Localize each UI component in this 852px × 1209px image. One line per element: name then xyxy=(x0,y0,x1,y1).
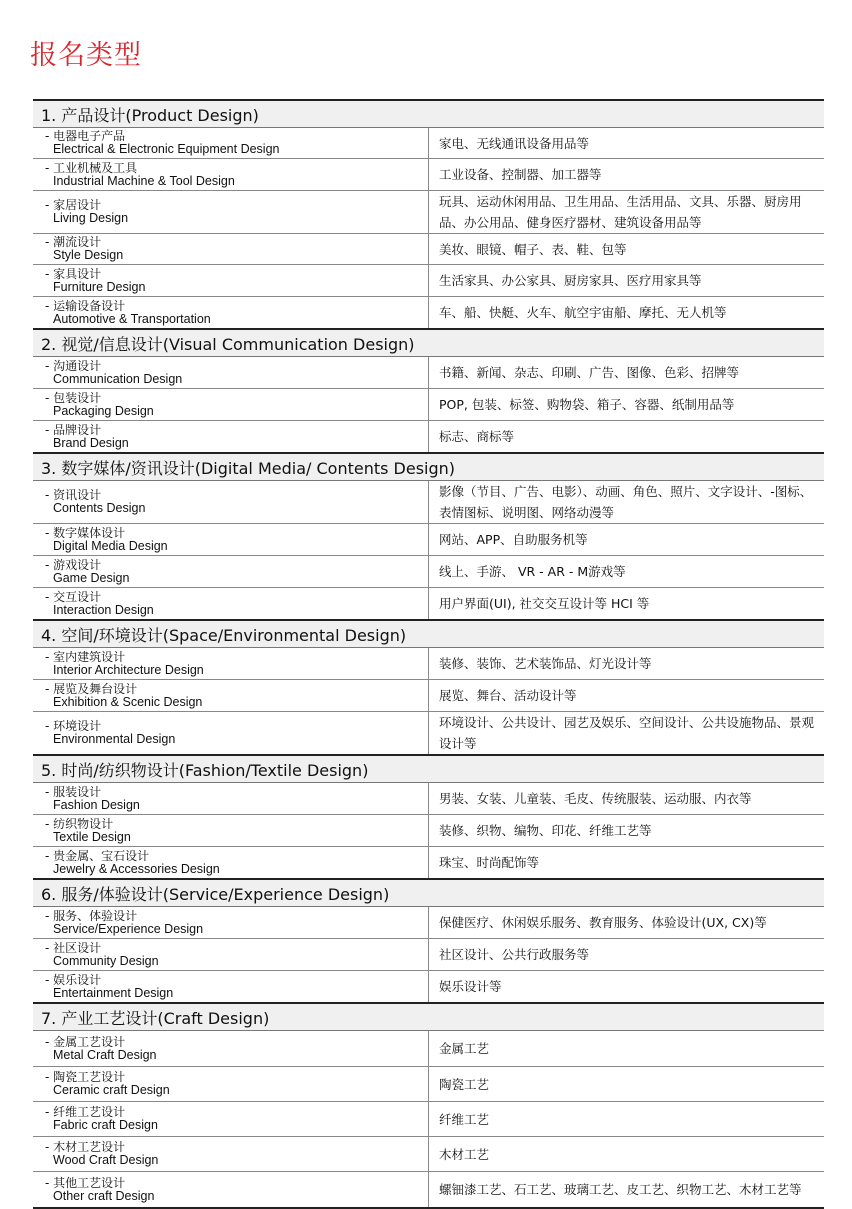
category-name-cn: - 木材工艺设计 xyxy=(45,1140,126,1154)
category-name-cn: - 服装设计 xyxy=(45,784,102,799)
category-name-cn: - 室内建筑设计 xyxy=(45,649,126,664)
category-name-cn: - 纺织物设计 xyxy=(45,816,114,831)
category-description: 车、船、快艇、火车、航空宇宙船、摩托、无人机等 xyxy=(429,297,825,330)
category-name-en: Communication Design xyxy=(53,371,183,386)
category-name-en: Industrial Machine & Tool Design xyxy=(53,173,235,188)
category-name-cn: - 贵金属、宝石设计 xyxy=(45,848,150,863)
table-row xyxy=(33,939,824,971)
category-name-cell xyxy=(33,524,429,556)
category-name-en: Electrical & Electronic Equipment Design xyxy=(53,142,280,156)
section-heading: 1. 产品设计(Product Design) xyxy=(33,100,824,128)
category-name-en: Furniture Design xyxy=(53,279,146,294)
category-description: 装修、装饰、艺术装饰品、灯光设计等 xyxy=(429,648,825,680)
category-description: 螺钿漆工艺、石工艺、玻璃工艺、皮工艺、织物工艺、木材工艺等 xyxy=(429,1172,825,1209)
category-name-cell xyxy=(33,421,429,454)
category-description: 用户界面(UI), 社交交互设计等 HCI 等 xyxy=(429,588,825,621)
table-row xyxy=(33,389,824,421)
table-row xyxy=(33,556,824,588)
table-row xyxy=(33,712,824,756)
category-name-en: Entertainment Design xyxy=(53,985,174,1000)
category-table xyxy=(33,99,824,1209)
category-name-cell xyxy=(33,556,429,588)
category-name-cell xyxy=(33,128,429,159)
category-description: 金属工艺 xyxy=(429,1031,825,1067)
category-name-en: Automotive & Transportation xyxy=(53,311,211,326)
category-name-cn: - 其他工艺设计 xyxy=(45,1175,126,1190)
category-name-cell xyxy=(33,783,429,815)
category-description: 珠宝、时尚配饰等 xyxy=(429,847,825,880)
section-heading-row xyxy=(33,1003,824,1031)
category-name-cell xyxy=(33,357,429,389)
table-row xyxy=(33,357,824,389)
category-name-cn: - 娱乐设计 xyxy=(45,972,102,987)
category-name-cell xyxy=(33,680,429,712)
category-name-en: Environmental Design xyxy=(53,732,176,746)
category-name-cell xyxy=(33,712,429,756)
category-name-cn: - 展览及舞台设计 xyxy=(45,681,138,696)
category-name-en: Community Design xyxy=(53,953,159,968)
category-name-en: Service/Experience Design xyxy=(53,921,204,936)
category-description: 装修、织物、编物、印花、纤维工艺等 xyxy=(429,815,825,847)
category-name-en: Metal Craft Design xyxy=(53,1047,157,1062)
table-row xyxy=(33,234,824,265)
category-name-cell xyxy=(33,588,429,621)
category-name-cell xyxy=(33,1172,429,1209)
category-description: 家电、无线通讯设备用品等 xyxy=(429,128,825,159)
category-name-cn: - 潮流设计 xyxy=(45,235,102,249)
table-row xyxy=(33,297,824,330)
section-heading-row xyxy=(33,453,824,481)
category-name-cell xyxy=(33,1137,429,1172)
section-heading-row xyxy=(33,879,824,907)
category-name-en: Packaging Design xyxy=(53,403,154,418)
category-description: 环境设计、公共设计、园艺及娱乐、空间设计、公共设施物品、景观设计等 xyxy=(429,712,825,756)
table-row xyxy=(33,971,824,1004)
section-heading: 3. 数字媒体/资讯设计(Digital Media/ Contents Design) xyxy=(33,453,824,481)
category-name-cn: - 家具设计 xyxy=(45,266,102,281)
table-row xyxy=(33,680,824,712)
category-name-cell xyxy=(33,1031,429,1067)
category-name-cn: - 运输设备设计 xyxy=(45,298,126,313)
table-row xyxy=(33,421,824,454)
table-row xyxy=(33,159,824,191)
category-name-cn: - 陶瓷工艺设计 xyxy=(45,1070,126,1084)
category-description: 木材工艺 xyxy=(429,1137,825,1172)
category-name-cn: - 数字媒体设计 xyxy=(45,525,126,540)
category-name-cell xyxy=(33,191,429,234)
table-row xyxy=(33,1031,824,1067)
category-name-en: Other craft Design xyxy=(53,1188,155,1203)
category-name-cell xyxy=(33,847,429,880)
category-name-cn: - 品牌设计 xyxy=(45,422,102,437)
category-description: 娱乐设计等 xyxy=(429,971,825,1004)
category-name-cell xyxy=(33,971,429,1004)
table-row xyxy=(33,481,824,524)
category-name-en: Brand Design xyxy=(53,435,129,450)
category-description: 纤维工艺 xyxy=(429,1102,825,1137)
category-name-cell xyxy=(33,939,429,971)
category-name-en: Style Design xyxy=(53,248,124,262)
category-name-en: Contents Design xyxy=(53,501,146,515)
category-name-en: Digital Media Design xyxy=(53,538,168,553)
table-row xyxy=(33,524,824,556)
section-heading: 2. 视觉/信息设计(Visual Communication Design) xyxy=(33,329,824,357)
section-heading: 5. 时尚/纺织物设计(Fashion/Textile Design) xyxy=(33,755,824,783)
category-name-cell xyxy=(33,481,429,524)
category-name-en: Fashion Design xyxy=(53,797,140,812)
category-description: 影像（节目、广告、电影）、动画、角色、照片、文字设计、-图标、表情图标、说明图、网络动漫等 xyxy=(429,481,825,524)
category-name-cell xyxy=(33,907,429,939)
category-name-en: Wood Craft Design xyxy=(53,1153,159,1167)
category-name-cell xyxy=(33,234,429,265)
category-name-en: Ceramic craft Design xyxy=(53,1083,170,1097)
category-description: 工业设备、控制器、加工器等 xyxy=(429,159,825,191)
table-row xyxy=(33,265,824,297)
category-name-cn: - 电器电子产品 xyxy=(45,129,126,143)
section-heading-row xyxy=(33,620,824,648)
category-name-cell xyxy=(33,389,429,421)
category-name-cn: - 纤维工艺设计 xyxy=(45,1105,126,1119)
category-name-en: Living Design xyxy=(53,211,129,225)
category-description: POP, 包装、标签、购物袋、箱子、容器、纸制用品等 xyxy=(429,389,825,421)
category-description: 展览、舞台、活动设计等 xyxy=(429,680,825,712)
section-heading: 7. 产业工艺设计(Craft Design) xyxy=(33,1003,824,1031)
category-description: 标志、商标等 xyxy=(429,421,825,454)
category-name-cell xyxy=(33,815,429,847)
category-name-cn: - 社区设计 xyxy=(45,940,102,955)
category-name-en: Game Design xyxy=(53,570,130,585)
category-name-cn: - 包装设计 xyxy=(45,390,102,405)
table-row xyxy=(33,847,824,880)
table-row xyxy=(33,128,824,159)
category-name-cn: - 服务、体验设计 xyxy=(45,908,138,923)
table-row xyxy=(33,815,824,847)
category-description: 线上、手游、 VR - AR - M游戏等 xyxy=(429,556,825,588)
table-row xyxy=(33,648,824,680)
category-description: 陶瓷工艺 xyxy=(429,1067,825,1102)
category-name-cn: - 沟通设计 xyxy=(45,358,102,373)
table-row xyxy=(33,588,824,621)
category-description: 生活家具、办公家具、厨房家具、医疗用家具等 xyxy=(429,265,825,297)
table-row xyxy=(33,1172,824,1209)
category-description: 保健医疗、休闲娱乐服务、教育服务、体验设计(UX, CX)等 xyxy=(429,907,825,939)
section-heading: 4. 空间/环境设计(Space/Environmental Design) xyxy=(33,620,824,648)
section-heading-row xyxy=(33,755,824,783)
table-row xyxy=(33,191,824,234)
section-heading: 6. 服务/体验设计(Service/Experience Design) xyxy=(33,879,824,907)
table-row xyxy=(33,1137,824,1172)
category-name-en: Exhibition & Scenic Design xyxy=(53,694,203,709)
category-description: 网站、APP、自助服务机等 xyxy=(429,524,825,556)
section-heading-row xyxy=(33,329,824,357)
category-name-cn: - 资讯设计 xyxy=(45,488,102,502)
category-name-cell xyxy=(33,1067,429,1102)
category-name-cn: - 工业机械及工具 xyxy=(45,160,138,175)
table-row xyxy=(33,1067,824,1102)
category-name-cn: - 环境设计 xyxy=(45,719,102,733)
category-name-cn: - 游戏设计 xyxy=(45,557,102,572)
table-row xyxy=(33,907,824,939)
category-name-en: Interaction Design xyxy=(53,602,154,617)
category-description: 社区设计、公共行政服务等 xyxy=(429,939,825,971)
category-name-cell xyxy=(33,297,429,330)
table-row xyxy=(33,1102,824,1137)
category-name-en: Jewelry & Accessories Design xyxy=(53,861,220,876)
category-name-en: Textile Design xyxy=(53,829,131,844)
category-name-en: Fabric craft Design xyxy=(53,1118,158,1132)
category-name-cell xyxy=(33,648,429,680)
category-description: 玩具、运动休闲用品、卫生用品、生活用品、文具、乐器、厨房用品、办公用品、健身医疗器材、建筑设备用品等 xyxy=(429,191,825,234)
category-name-cell xyxy=(33,1102,429,1137)
category-name-cell xyxy=(33,265,429,297)
category-name-cn: - 交互设计 xyxy=(45,589,102,604)
category-description: 美妆、眼镜、帽子、表、鞋、包等 xyxy=(429,234,825,265)
category-description: 男装、女装、儿童装、毛皮、传统服装、运动服、内衣等 xyxy=(429,783,825,815)
category-name-cell xyxy=(33,159,429,191)
table-row xyxy=(33,783,824,815)
category-name-cn: - 金属工艺设计 xyxy=(45,1034,126,1049)
category-description: 书籍、新闻、杂志、印刷、广告、图像、色彩、招牌等 xyxy=(429,357,825,389)
section-heading-row xyxy=(33,100,824,128)
category-name-en: Interior Architecture Design xyxy=(53,662,204,677)
page-title: 报名类型 xyxy=(30,40,142,71)
category-name-cn: - 家居设计 xyxy=(45,198,102,212)
